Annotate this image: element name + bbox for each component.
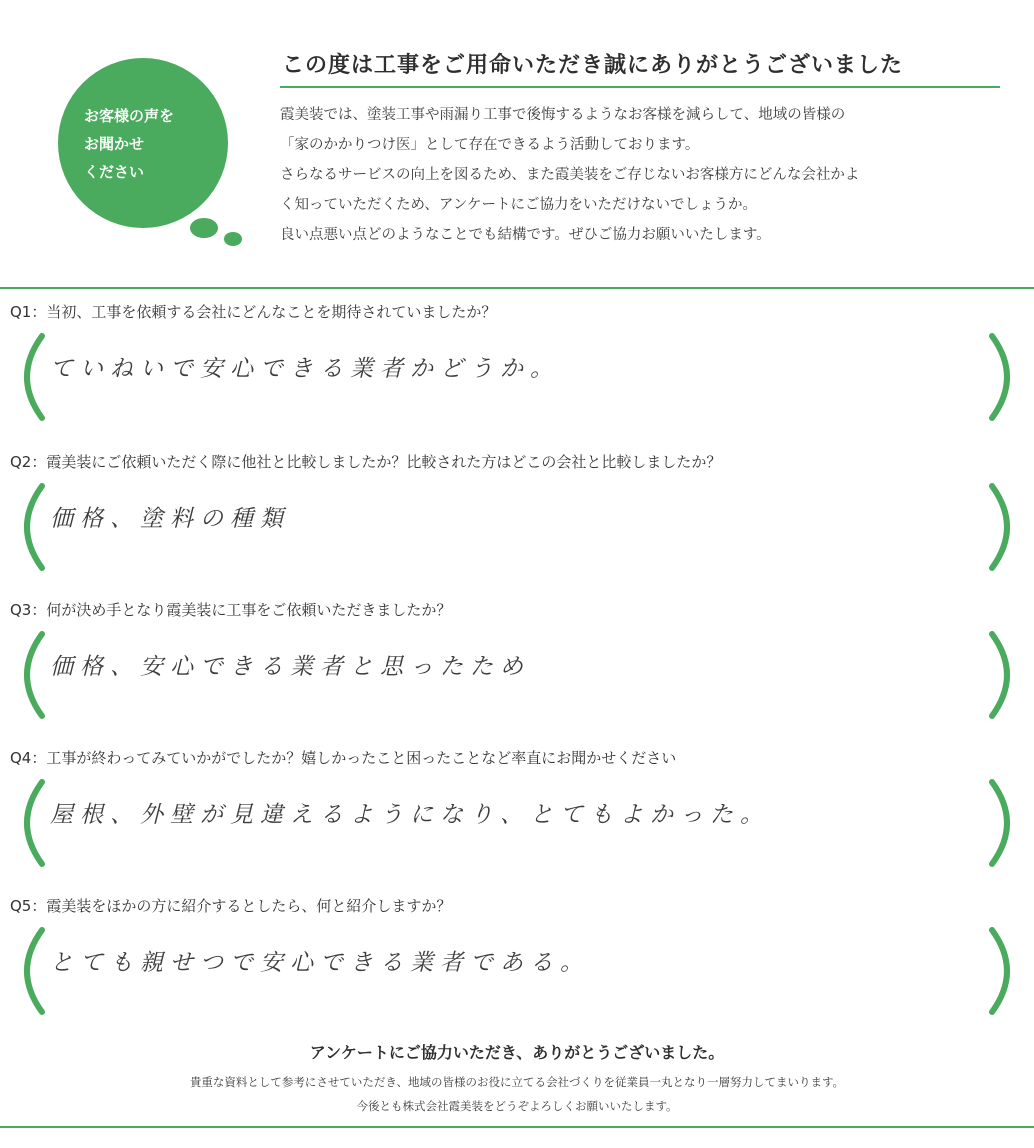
left-paren-icon xyxy=(8,630,48,720)
bubble-line: ください xyxy=(84,163,145,181)
intro-line: 「家のかかりつけ医」として存在できるよう活動しております。 xyxy=(280,137,700,153)
title-underline xyxy=(280,86,1000,88)
intro-line: さらなるサービスの向上を図るため、また霞美装をご存じないお客様方にどんな会社かよ xyxy=(280,167,860,183)
answer-text: ていねいで安心できる業者かどうか。 xyxy=(50,356,560,382)
question-block-1 xyxy=(0,300,1034,450)
question-text: Q1：当初、工事を依頼する会社にどんなことを期待されていましたか？ xyxy=(10,303,497,321)
question-block-3 xyxy=(0,598,1034,748)
intro-line: 霞美装では、塗装工事や雨漏り工事で後悔するようなお客様を減らして、地域の皆様の xyxy=(280,107,846,123)
speech-bubble xyxy=(58,58,228,228)
left-paren-icon xyxy=(8,332,48,422)
left-paren-icon xyxy=(8,778,48,868)
answer-text: とても親せつで安心できる業者である。 xyxy=(50,950,590,976)
bubble-line: お客様の声を xyxy=(84,107,175,125)
right-paren-icon xyxy=(986,630,1026,720)
question-text: Q3：何が決め手となり霞美装に工事をご依頼いただきましたか？ xyxy=(10,601,452,619)
section-divider xyxy=(0,287,1034,289)
left-paren-icon xyxy=(8,926,48,1016)
intro-line: 良い点悪い点どのようなことでも結構です。ぜひご協力お願いいたします。 xyxy=(280,227,771,243)
question-block-4 xyxy=(0,746,1034,896)
closing-text: 今後とも株式会社霞美装をどうぞよろしくお願いいたします。 xyxy=(356,1099,678,1113)
left-paren-icon xyxy=(8,482,48,572)
answer-text: 価格、塗料の種類 xyxy=(50,506,290,532)
bubble-tail-dot xyxy=(190,218,218,238)
closing-text: 貴重な資料として参考にさせていただき、地域の皆様のお役に立てる会社づくりを従業員一丸となり一層努力してまいります。 xyxy=(189,1075,845,1089)
right-paren-icon xyxy=(986,482,1026,572)
page-title: この度は工事をご用命いただき誠にありがとうございました xyxy=(282,53,904,78)
question-block-5 xyxy=(0,894,1034,1044)
question-block-2 xyxy=(0,450,1034,600)
right-paren-icon xyxy=(986,332,1026,422)
bubble-tail-dot xyxy=(224,232,242,246)
bubble-line: お聞かせ xyxy=(84,135,145,153)
question-text: Q2：霞美装にご依頼いただく際に他社と比較しましたか？比較された方はどこの会社と比較しましたか？ xyxy=(10,453,722,471)
right-paren-icon xyxy=(986,778,1026,868)
intro-line: く知っていただくため、アンケートにご協力をいただけないでしょうか。 xyxy=(280,197,758,213)
answer-text: 価格、安心できる業者と思ったため xyxy=(50,654,530,680)
question-text: Q5：霞美装をほかの方に紹介するとしたら、何と紹介しますか？ xyxy=(10,897,452,915)
intro-text xyxy=(280,100,1020,250)
survey-header xyxy=(0,0,1034,288)
answer-text: 屋根、外壁が見違えるようになり、とてもよかった。 xyxy=(50,802,770,828)
footer-divider xyxy=(0,1126,1034,1128)
closing-title: アンケートにご協力いただき、ありがとうございました。 xyxy=(309,1043,725,1062)
right-paren-icon xyxy=(986,926,1026,1016)
question-text: Q4：工事が終わってみていかがでしたか？嬉しかったこと困ったことなど率直にお聞かせください xyxy=(10,749,677,767)
